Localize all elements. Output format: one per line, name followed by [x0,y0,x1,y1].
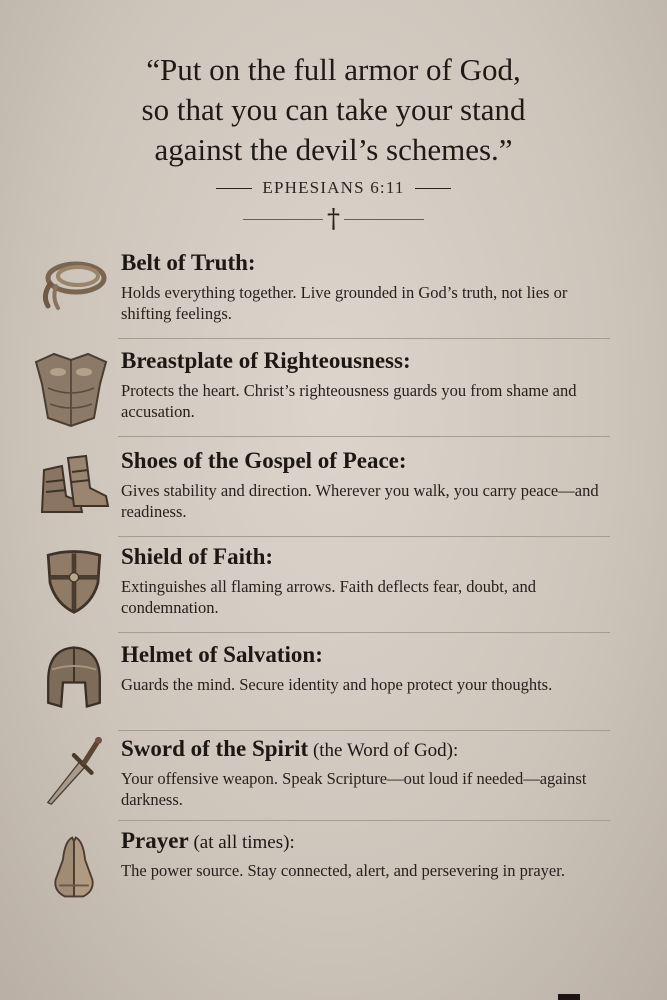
reference-rule-right [415,188,451,189]
armor-item-prayer [0,828,620,924]
armor-item-sword [0,736,620,832]
cross-icon: † [327,204,340,234]
armor-title: Helmet of Salvation: [121,642,323,667]
reference-rule-left [216,188,252,189]
armor-item-breastplate [0,348,620,444]
armor-title: Breastplate of Righteousness: [121,348,411,373]
quote-line-2: so that you can take your stand [141,92,526,127]
armor-item-shield [0,544,620,640]
corner-mark [558,994,580,1000]
scripture-reference [0,178,667,198]
helmet-icon [36,642,112,712]
section-divider [118,632,610,633]
armor-description: Protects the heart. Christ’s righteousness guards you from shame and accusation. [121,381,577,421]
cross-divider [0,206,667,232]
armor-description: Holds everything together. Live grounded in God’s truth, not lies or shifting feelings. [121,283,568,323]
reference-text: EPHESIANS 6:11 [262,178,405,197]
section-divider [118,338,610,339]
armor-description: Your offensive weapon. Speak Scripture—out loud if needed—against darkness. [121,769,587,809]
armor-description: Guards the mind. Secure identity and hope protect your thoughts. [121,675,553,694]
divider-line-right [344,219,424,220]
armor-description: Gives stability and direction. Wherever you walk, you carry peace—and readiness. [121,481,599,521]
divider-line-left [243,219,323,220]
armor-item-belt [0,250,620,346]
sword-icon [36,736,112,806]
section-divider [118,536,610,537]
shield-icon [36,546,112,616]
quote-line-3: against the devil’s schemes.” [154,132,513,167]
armor-title: Belt of Truth: [121,250,256,275]
quote-line-1: “Put on the full armor of God, [146,52,521,87]
section-divider [118,436,610,437]
armor-item-shoes [0,448,620,544]
scripture-quote [0,50,667,170]
section-divider [118,820,610,821]
boots-icon [36,448,112,518]
rope-belt-icon [36,248,112,318]
praying-hands-icon [36,832,112,902]
armor-description: Extinguishes all flaming arrows. Faith deflects fear, doubt, and condemnation. [121,577,536,617]
armor-title: Shoes of the Gospel of Peace: [121,448,407,473]
section-divider [118,730,610,731]
breastplate-icon [28,348,114,430]
armor-description: The power source. Stay connected, alert, and persevering in prayer. [121,861,565,880]
armor-item-helmet [0,642,620,738]
armor-title: Prayer (at all times): [121,828,295,853]
armor-title: Sword of the Spirit (the Word of God): [121,736,459,761]
armor-title: Shield of Faith: [121,544,274,569]
